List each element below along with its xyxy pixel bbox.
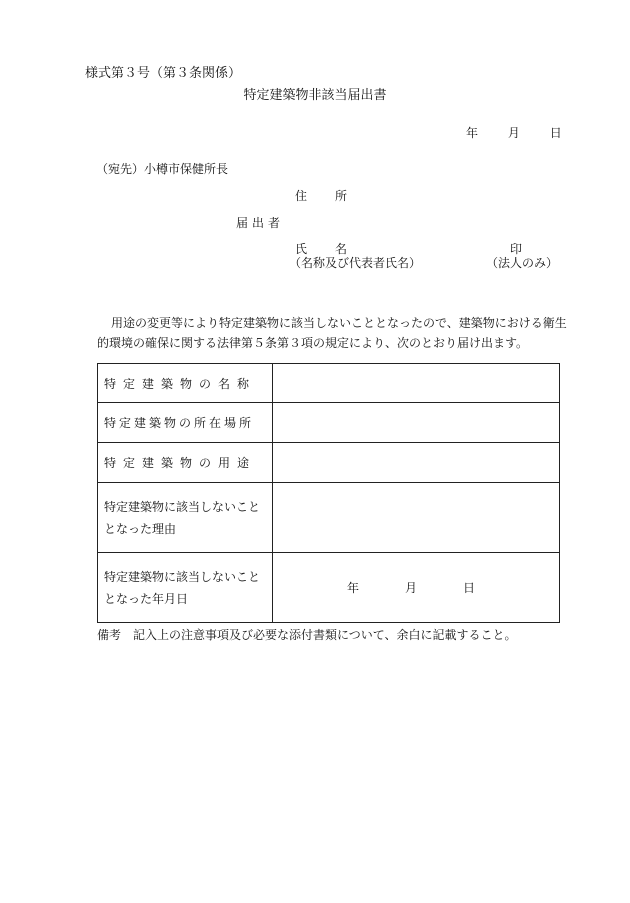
name-label: 氏 名	[295, 242, 356, 256]
row-label-reason: 特定建築物に該当しないこととなった理由	[98, 483, 273, 553]
building-use-field[interactable]	[273, 443, 560, 483]
row-label-use: 特定建築物の用途	[98, 443, 273, 483]
date-year: 年	[466, 126, 479, 140]
form-number: 様式第３号（第３条関係）	[85, 66, 242, 81]
row-label-name: 特定建築物の名称	[98, 364, 273, 403]
non-applicable-date-field[interactable]	[273, 553, 560, 623]
table-row	[98, 443, 560, 483]
document-title: 特定建築物非該当届出書	[243, 88, 387, 103]
name-note: （名称及び代表者氏名）	[289, 256, 422, 270]
table-date-month: 月	[404, 581, 417, 595]
table-date-year: 年	[346, 581, 359, 595]
building-name-field[interactable]	[273, 364, 560, 403]
building-location-field[interactable]	[273, 403, 560, 443]
reason-field[interactable]	[273, 483, 560, 553]
date-day: 日	[549, 126, 562, 140]
address-label: 住 所	[295, 189, 356, 203]
table-row	[98, 553, 560, 623]
building-info-table	[97, 363, 560, 623]
table-row	[98, 364, 560, 403]
row-label-date: 特定建築物に該当しないこととなった年月日	[98, 553, 273, 623]
submission-date	[466, 126, 562, 141]
addressee: （宛先）小樽市保健所長	[96, 162, 229, 176]
table-row	[98, 483, 560, 553]
seal-label: 印	[510, 242, 523, 256]
remarks: 備考 記入上の注意事項及び必要な添付書類について、余白に記載すること。	[97, 628, 517, 642]
corporation-note: （法人のみ）	[486, 256, 559, 270]
row-label-location: 特定建築物の所在場所	[98, 403, 273, 443]
table-date-day: 日	[463, 581, 476, 595]
table-row	[98, 403, 560, 443]
body-text: 用途の変更等により特定建築物に該当しないこととなったので、建築物における衛生的環境の確保に関する法律第５条第３項の規定により、次のとおり届け出ます。	[97, 316, 567, 350]
date-month: 月	[507, 126, 520, 140]
applicant-label: 届出者	[236, 216, 285, 230]
